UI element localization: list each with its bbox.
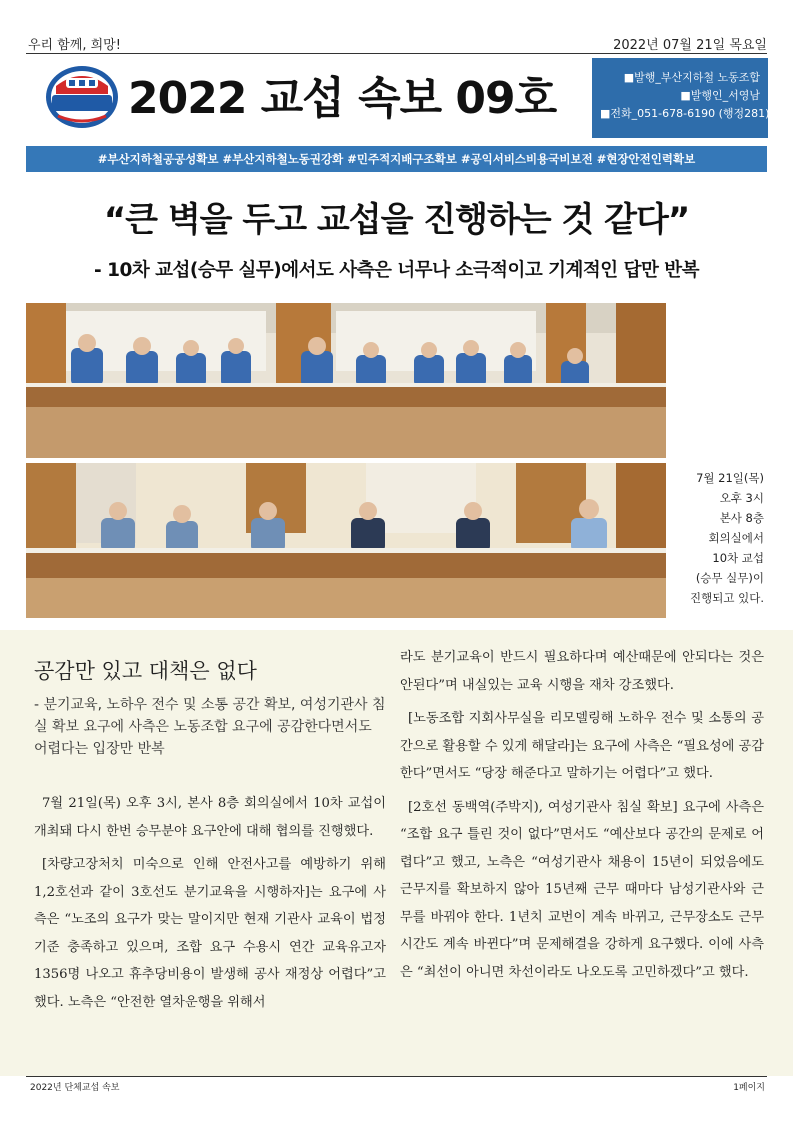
caption-line: 회의실에서	[708, 531, 764, 545]
bottom-divider	[26, 1076, 767, 1077]
article-title: 공감만 있고 대책은 없다	[34, 659, 257, 683]
footer	[30, 1080, 765, 1096]
publisher-line: ■발행_부산지하철 노동조합	[623, 71, 760, 84]
caption-line: 오후 3시	[719, 491, 764, 505]
union-logo-icon	[44, 64, 120, 130]
article-paragraph: [차량고장처치 미숙으로 인해 안전사고를 예방하기 위해 1,2호선과 같이 3호선도 분기교육을 시행하자]는 요구에 사측은 “노조의 요구가 맞는 말이지만 현재 기관사 교육이 법정기준 충족하고 있으며, 조합 요구 수용시 연간 교육유고자 1356명 나오고 휴추당비용이 발생해 공사 재정상 어렵다”고 했다. 노측은 “안전한 열차운행을 위해서	[34, 857, 386, 1010]
photo-caption	[672, 468, 764, 608]
footer-page-number: 1페이지	[733, 1083, 765, 1093]
article-subtitle: - 분기교육, 노하우 전수 및 소통 공간 확보, 여성기관사 침실 확보 요구에 사측은 노동조합 요구에 공감한다면서도 어렵다는 입장만 반복	[34, 697, 386, 757]
slogan: 우리 함께, 희망!	[28, 38, 121, 53]
phone-line: ■전화_051-678-6190 (행정281)	[600, 107, 770, 120]
issuer-line: ■발행인_서영남	[680, 89, 760, 102]
hashtag-bar: #부산지하철공공성확보 #부산지하철노동권강화 #민주적지배구조확보 #공익서비스비용국비보전 #현장안전인력확보	[26, 146, 767, 172]
article-left-column	[34, 630, 386, 1016]
headline: “큰 벽을 두고 교섭을 진행하는 것 같다”	[103, 200, 690, 240]
article-paragraph: 라도 분기교육이 반드시 필요하다며 예산때문에 안되다는 것은 안된다”며 내실있는 교육 시행을 재차 강조했다.	[400, 650, 764, 693]
caption-line: 7월 21일(목)	[696, 471, 764, 485]
article-right-column	[400, 630, 764, 986]
subheadline: - 10차 교섭(승무 실무)에서도 사측은 너무나 소극적이고 기계적인 답만 반복	[93, 260, 700, 281]
top-line	[28, 34, 767, 54]
caption-line: 진행되고 있다.	[690, 591, 764, 605]
article-section	[0, 630, 793, 1076]
meeting-photo-union-side	[26, 303, 666, 458]
caption-line: 본사 8층	[719, 511, 764, 525]
top-divider	[26, 53, 767, 54]
issue-date: 2022년 07월 21일 목요일	[613, 38, 767, 53]
article-paragraph: 7월 21일(목) 오후 3시, 본사 8층 회의실에서 10차 교섭이 개최돼 다시 한번 승무분야 요구안에 대해 협의를 진행했다.	[34, 796, 386, 839]
caption-line: 10차 교섭	[712, 551, 764, 565]
article-paragraph: [노동조합 지회사무실을 리모델링해 노하우 전수 및 소통의 공간으로 활용할 수 있게 해달라]는 요구에 사측은 “필요성에 공감한다”면서도 “당장 해준다고 말하기는 어렵다”고 했다.	[400, 711, 764, 781]
meeting-photo-management-side	[26, 463, 666, 618]
article-paragraph: [2호선 동백역(주박지), 여성기관사 침실 확보] 요구에 사측은 “조합 요구 틀린 것이 없다”면서도 “예산보다 공간의 문제로 어렵다”고 했고, 노측은 “여성기관사 채용이 15년이 되었음에도 근무지를 확보하지 않아 15년째 근무 때마다 남성기관사와 근무를 바꿔야 한다. 1년치 교번이 계속 바뀌고, 근무장소도 근무시간도 계속 바뀐다”며 문제해결을 강하게 요구했다. 이에 사측은 “최선이 아니면 차선이라도 나오도록 고민하겠다”고 했다.	[400, 799, 764, 980]
newsletter-title: 2022 교섭 속보 09호	[128, 73, 557, 124]
publisher-info-box	[592, 58, 768, 138]
caption-line: (승무 실무)이	[695, 571, 764, 585]
footer-publication: 2022년 단체교섭 속보	[30, 1083, 120, 1093]
union-logo	[44, 64, 120, 130]
